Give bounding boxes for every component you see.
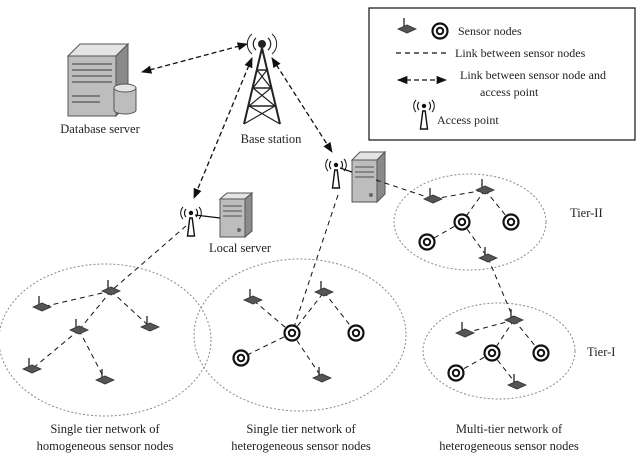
caption-multi-tier-line2: heterogeneous sensor nodes (439, 439, 579, 453)
caption-heterogeneous-line2: heterogeneous sensor nodes (231, 439, 371, 453)
caption-homogeneous-line1: Single tier network of (50, 422, 160, 436)
high-power-sensor-node (234, 351, 249, 366)
legend-access-point: Access point (437, 113, 499, 127)
database-server-label: Database server (60, 122, 140, 136)
caption-multi-tier-line1: Multi-tier network of (455, 422, 563, 436)
ap-to-local-server-cable (195, 215, 220, 218)
sensor-node (33, 296, 51, 311)
local-server-icon (220, 193, 252, 237)
high-power-node-icon (433, 24, 448, 39)
database-server-icon (68, 44, 136, 116)
sensor-node (70, 319, 88, 334)
legend-ap-link-line2: access point (480, 85, 539, 99)
sensor-node (424, 188, 442, 203)
tier-1-label: Tier-I (587, 345, 616, 359)
sensor-node (456, 322, 474, 337)
tier-2-label: Tier-II (570, 206, 603, 220)
high-power-sensor-node (455, 215, 470, 230)
sensor-node (23, 358, 41, 373)
base-station-label: Base station (240, 132, 302, 146)
sensor-node (96, 369, 114, 384)
tier-server-icon (352, 152, 385, 202)
caption-homogeneous-line2: homogeneous sensor nodes (36, 439, 174, 453)
access-point-right-icon (326, 159, 347, 188)
local-server-label: Local server (208, 241, 272, 255)
access-point-left-icon (181, 207, 202, 236)
sensor-node (102, 280, 120, 295)
high-power-sensor-node (285, 326, 300, 341)
high-power-sensor-node (534, 346, 549, 361)
sensor-node (476, 179, 494, 194)
base-station-icon (244, 34, 280, 124)
high-power-sensor-node (349, 326, 364, 341)
legend-sensor-nodes: Sensor nodes (458, 24, 522, 38)
sensor-node (313, 367, 331, 382)
cluster-homogeneous (0, 264, 211, 416)
sensor-node (479, 247, 497, 262)
high-power-sensor-node (485, 346, 500, 361)
legend-sensor-link: Link between sensor nodes (455, 46, 586, 60)
sensor-node (315, 281, 333, 296)
link-db-to-base-station (142, 44, 247, 72)
high-power-sensor-node (420, 235, 435, 250)
link-base-station-to-local-ap (194, 58, 252, 198)
high-power-sensor-node (504, 215, 519, 230)
sensor-node (244, 289, 262, 304)
caption-heterogeneous-line1: Single tier network of (246, 422, 356, 436)
sensor-node (141, 316, 159, 331)
high-power-sensor-node (449, 366, 464, 381)
legend-ap-link-line1: Link between sensor node and (460, 68, 606, 82)
legend (369, 8, 635, 140)
sensor-node (505, 309, 523, 324)
